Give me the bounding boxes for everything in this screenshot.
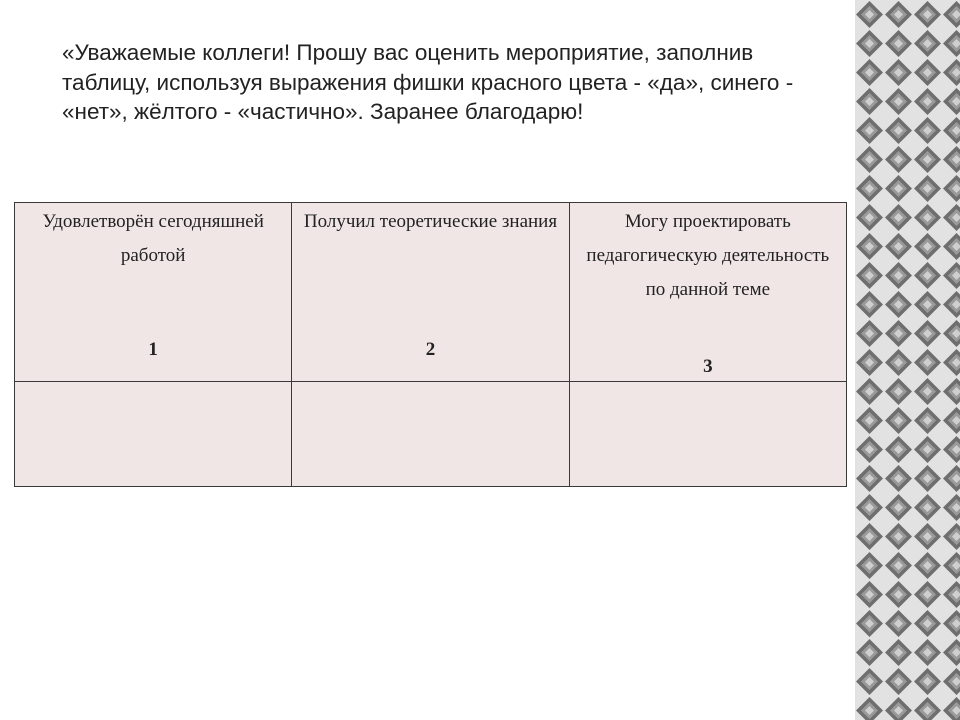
rating-table [14, 202, 847, 487]
table-header-cell [15, 203, 292, 382]
column-label: Удовлетворён сегодняшней работой [42, 211, 264, 266]
column-number: 2 [425, 339, 436, 360]
table-answer-row [15, 382, 847, 487]
table-header-cell [569, 203, 846, 382]
column-number: 3 [703, 356, 713, 377]
table-header-row [15, 203, 847, 382]
intro-text: «Уважаемые коллеги! Прошу вас оценить мероприятие, заполнив таблицу, используя выражения фишки красного цвета - «да», синего - «нет», жёлтого - «частично». Заранее благодарю! [62, 40, 794, 124]
answer-cell[interactable] [569, 382, 846, 487]
diamond-pattern-icon [855, 0, 960, 720]
column-label: Получил теоретические знания [303, 211, 558, 232]
column-label: Могу проектировать педагогическую деятельность по данной теме [586, 211, 830, 300]
answer-cell[interactable] [15, 382, 292, 487]
column-number: 1 [148, 339, 158, 360]
table-header-cell [292, 203, 569, 382]
answer-cell[interactable] [292, 382, 569, 487]
